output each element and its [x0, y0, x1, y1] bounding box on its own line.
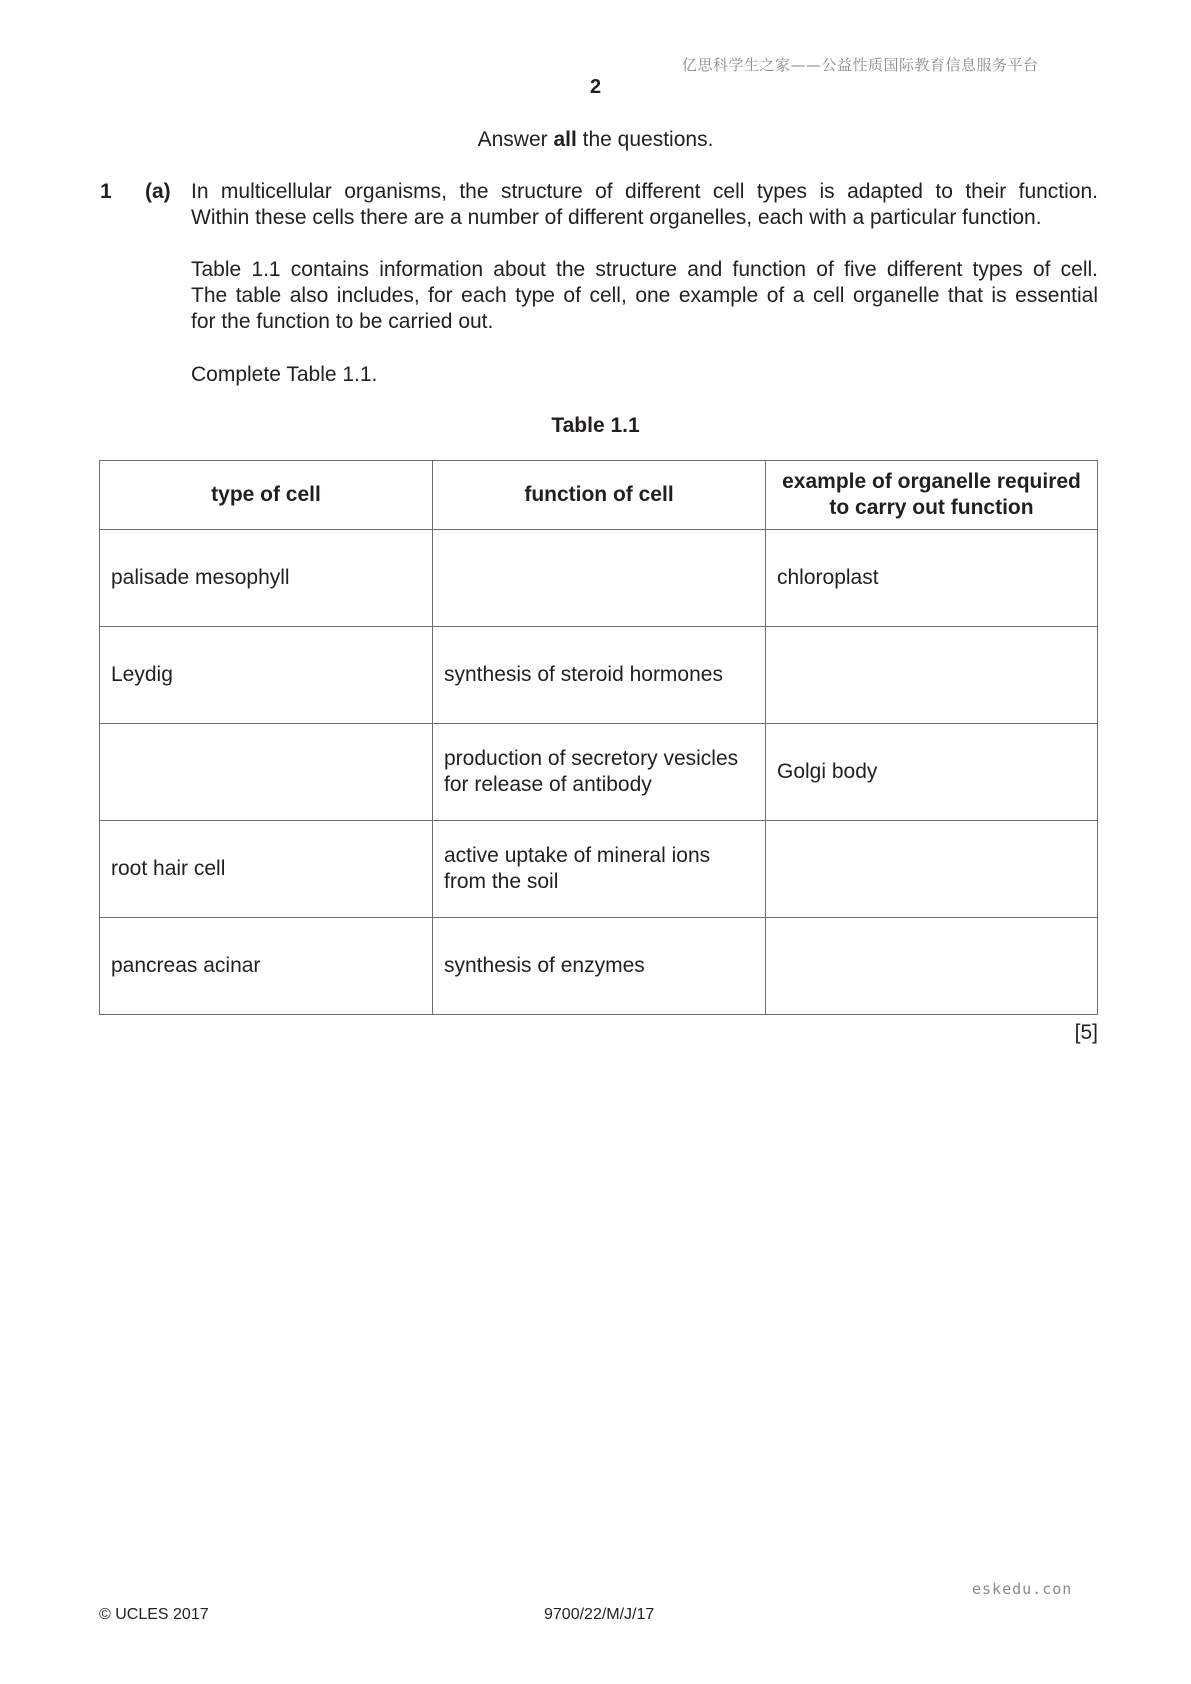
cell-type: root hair cell: [100, 821, 433, 918]
watermark-footer: eskedu.con: [972, 1580, 1073, 1598]
cell-type: palisade mesophyll: [100, 530, 433, 627]
cell-organelle-answer-space[interactable]: [766, 627, 1098, 724]
instruction-text-end: the questions.: [576, 128, 714, 151]
table-caption: Table 1.1: [551, 414, 640, 437]
paragraph-line: Within these cells there are a number of different organelles, each with a particular function.: [191, 206, 1042, 229]
instruction-text-start: Answer: [477, 128, 554, 151]
cell-type: Leydig: [100, 627, 433, 724]
cell-function: production of secretory vesicles for release of antibody: [433, 724, 766, 821]
cell-function: active uptake of mineral ions from the soil: [433, 821, 766, 918]
cell-types-table: [99, 460, 1098, 1015]
cell-organelle: chloroplast: [766, 530, 1098, 627]
marks-allocation: [5]: [1074, 1021, 1098, 1044]
cell-organelle: Golgi body: [766, 724, 1098, 821]
exam-instruction: [0, 128, 1191, 152]
header-type-of-cell: type of cell: [100, 461, 433, 530]
table-row: [100, 918, 1098, 1015]
cell-organelle-answer-space[interactable]: [766, 918, 1098, 1015]
question-paragraph-intro: [191, 179, 1098, 231]
cell-type-answer-space[interactable]: [100, 724, 433, 821]
paper-code: 9700/22/M/J/17: [544, 1606, 655, 1623]
copyright-notice: © UCLES 2017: [99, 1606, 209, 1623]
cell-function: synthesis of enzymes: [433, 918, 766, 1015]
table-row: [100, 530, 1098, 627]
cell-function-answer-space[interactable]: [433, 530, 766, 627]
header-function-of-cell: function of cell: [433, 461, 766, 530]
instruction-emphasis: all: [553, 128, 577, 151]
header-example-organelle: example of organelle required to carry out function: [766, 461, 1098, 530]
paragraph-line: The table also includes, for each type of cell, one example of a cell organelle that is essential: [191, 284, 1098, 307]
question-paragraph-table-info: [191, 257, 1098, 335]
cell-type: pancreas acinar: [100, 918, 433, 1015]
table-header-row: [100, 461, 1098, 530]
cell-organelle-answer-space[interactable]: [766, 821, 1098, 918]
table-row: [100, 724, 1098, 821]
table-row: [100, 821, 1098, 918]
question-part-label: (a): [145, 180, 171, 203]
paragraph-line: for the function to be carried out.: [191, 310, 494, 333]
paragraph-line: In multicellular organisms, the structure of different cell types is adapted to their function.: [191, 180, 1098, 203]
table-row: [100, 627, 1098, 724]
question-task: Complete Table 1.1.: [191, 363, 378, 386]
watermark-header: 亿思科学生之家——公益性质国际教育信息服务平台: [682, 56, 1039, 74]
question-number: 1: [100, 180, 112, 203]
paragraph-line: Table 1.1 contains information about the structure and function of five different types of cell.: [191, 258, 1098, 281]
cell-function: synthesis of steroid hormones: [433, 627, 766, 724]
page-number: 2: [589, 76, 602, 98]
